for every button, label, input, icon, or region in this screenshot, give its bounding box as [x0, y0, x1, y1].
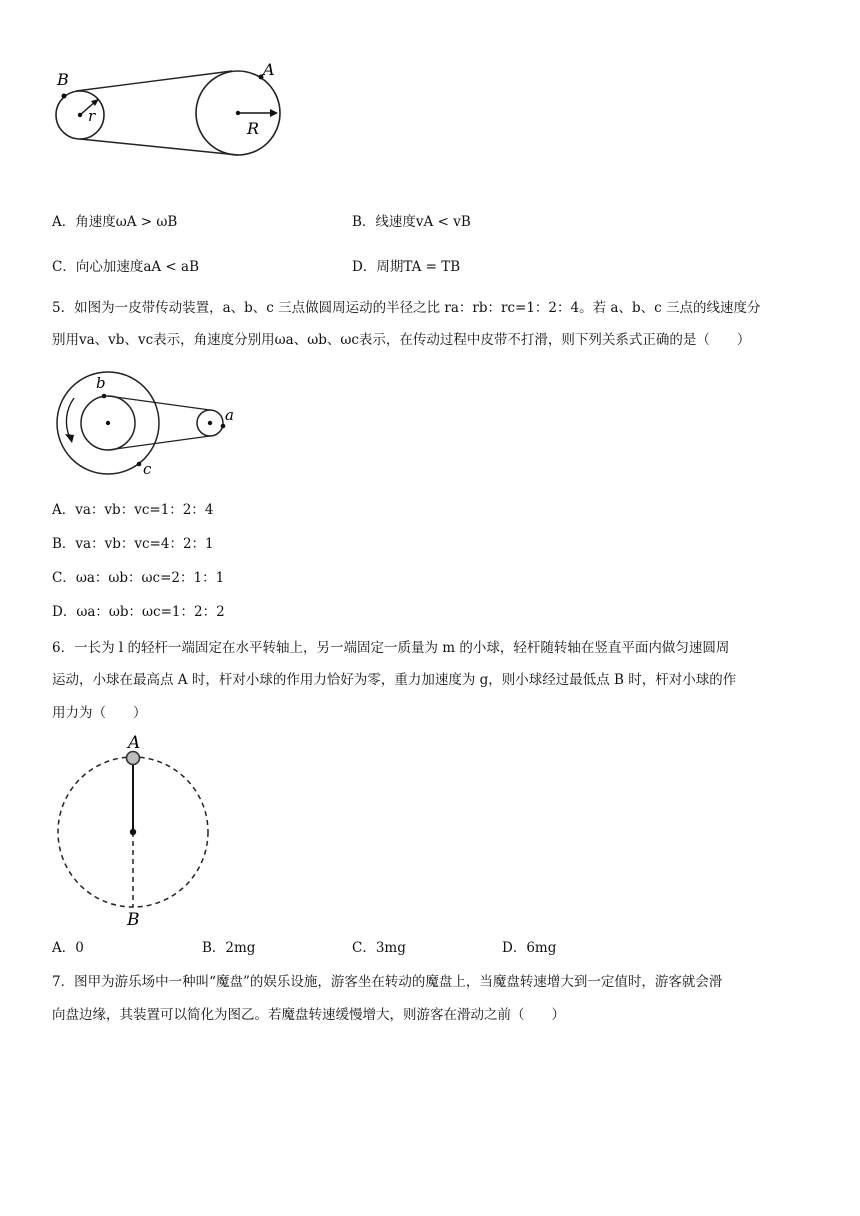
q6-option-a: A．0 [52, 940, 84, 956]
q6-option-c: C．3mg [352, 940, 406, 956]
belt-bottom-2 [108, 436, 210, 450]
label-a: a [225, 406, 234, 424]
q6-stem-line-2: 运动，小球在最高点 A 时，杆对小球的作用力恰好为零，重力加速度为 g，则小球经过最低点 B 时，杆对小球的作 [52, 672, 737, 688]
pivot [130, 829, 136, 835]
point-a [221, 424, 226, 429]
q4-option-a: A．角速度ωA > ωB [52, 214, 178, 230]
q5-stem-line-2: 别用va、vb、vc表示，角速度分别用ωa、ωb、ωc表示，在传动过程中皮带不打滑，则下列关系式正确的是（ ） [52, 332, 751, 348]
label-B-bottom: B [127, 910, 140, 930]
point-c [137, 462, 142, 467]
center-bc [106, 421, 110, 425]
q6-option-b: B．2mg [202, 940, 256, 956]
ball [127, 752, 140, 765]
q6-stem-line-1: 6．一长为 l 的轻杆一端固定在水平转轴上，另一端固定一质量为 m 的小球，轻杆随转轴在竖直平面内做匀速圆周 [52, 640, 730, 656]
rod-circle-figure [50, 730, 220, 930]
label-r: r [88, 107, 96, 125]
label-c: c [143, 460, 152, 478]
q4-option-d: D．周期TA = TB [352, 259, 461, 275]
point-b [102, 394, 107, 399]
center-a [208, 421, 212, 425]
rotation-arrow [66, 398, 74, 438]
q4-option-b: B．线速度vA < vB [352, 214, 471, 230]
rotation-arrowhead [65, 434, 74, 443]
q7-stem-line-1: 7．图甲为游乐场中一种叫“魔盘”的娱乐设施，游客坐在转动的魔盘上，当魔盘转速增大到一定值时，游客就会滑 [52, 974, 723, 990]
q5-option-b: B．va：vb：vc=4：2：1 [52, 536, 214, 552]
q6-stem-line-3: 用力为（ ） [52, 705, 147, 721]
belt-drive-figure-1 [40, 55, 300, 170]
q5-option-a: A．va：vb：vc=1：2：4 [52, 502, 214, 518]
label-R: R [247, 119, 260, 138]
q4-option-c: C．向心加速度aA < aB [52, 259, 199, 275]
label-A-top: A [128, 733, 141, 753]
belt-top-2 [108, 396, 210, 410]
belt-drive-figure-2 [48, 368, 248, 478]
point-B [62, 94, 67, 99]
q5-option-d: D．ωa：ωb：ωc=1：2：2 [52, 604, 225, 620]
label-A: A [263, 60, 275, 79]
q5-stem-line-1: 5．如图为一皮带传动装置，a、b、c 三点做圆周运动的半径之比 ra：rb：rc=1：2：4。若 a、b、c 三点的线速度分 [52, 300, 761, 316]
label-B: B [57, 70, 69, 89]
q6-option-d: D．6mg [502, 940, 557, 956]
q5-option-c: C．ωa：ωb：ωc=2：1：1 [52, 570, 225, 586]
q7-stem-line-2: 向盘边缘，其装置可以简化为图乙。若魔盘转速缓慢增大，则游客在滑动之前（ ） [52, 1007, 565, 1023]
label-b: b [96, 374, 106, 392]
belt-top [76, 71, 232, 91]
radius-R-arrowhead [270, 109, 278, 117]
